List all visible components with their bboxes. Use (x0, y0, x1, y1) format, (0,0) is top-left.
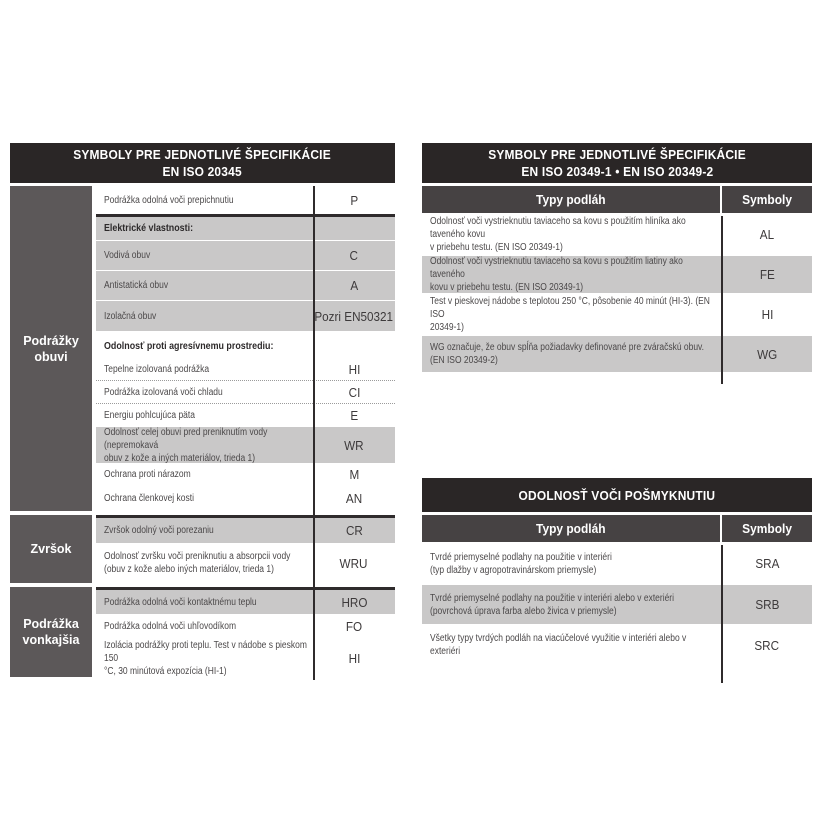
spec-description: Elektrické vlastnosti: (104, 222, 194, 234)
symbol-cell: SRA (754, 556, 780, 571)
spec-row (96, 404, 395, 427)
spec-row (422, 585, 812, 624)
spec-section-row (96, 334, 395, 358)
spec-row (96, 301, 395, 331)
spec-row (422, 216, 812, 253)
spec-row (96, 518, 395, 543)
spec-row (96, 358, 395, 381)
table-specs-en-iso-20349 (422, 143, 812, 375)
table-title (422, 143, 812, 183)
spec-row (96, 486, 395, 511)
table-specs-en-iso-20345 (10, 143, 395, 677)
table-title (10, 143, 395, 183)
column-header-floor-types: Typy podláh (422, 186, 720, 213)
table-title-line1: SYMBOLY PRE JEDNOTLIVÉ ŠPECIFIKÁCIE (488, 147, 746, 162)
symbol-cell: CR (345, 523, 363, 538)
table-slip-resistance (422, 478, 812, 666)
symbol-cell: HI (761, 307, 773, 322)
symbol-cell: SRC (754, 637, 780, 653)
spec-description: Odolnosť voči vystrieknutiu taviaceho sa kovu s použitím liatiny ako taveného kovu v priebehu testu. (EN ISO 20349-1) (430, 256, 683, 293)
symbol-cell: AL (759, 227, 775, 242)
symbol-cell: HRO (340, 594, 367, 610)
spec-description: Energiu pohlcujúca päta (104, 410, 195, 421)
spec-description: Antistatická obuv (104, 280, 169, 291)
symbol-cell (313, 334, 395, 358)
spec-description: Všetky typy tvrdých podláh na viacúčelové využitie v interiéri alebo v exteriéri (430, 633, 687, 657)
spec-description: Podrážka izolovaná voči chladu (104, 386, 223, 398)
row-group-upper (10, 515, 395, 583)
spec-description: Vodivá obuv (104, 250, 151, 261)
symbol-cell: HI (348, 650, 360, 666)
spec-description: Zvršok odolný voči porezaniu (104, 525, 214, 536)
spec-description: Podrážka odolná voči uhľovodíkom (104, 621, 237, 632)
column-header-row (422, 515, 812, 542)
symbol-cell: CI (348, 384, 360, 400)
symbol-cell: FO (345, 619, 363, 634)
spec-description: Ochrana proti nárazom (104, 469, 191, 480)
spec-description: Odolnosť proti agresívnemu prostrediu: (104, 339, 274, 352)
spec-row (96, 639, 395, 677)
row-group-label: Zvršok (10, 515, 92, 583)
spec-description: Ochrana členkovej kosti (104, 493, 194, 504)
column-header-floor-types: Typy podláh (422, 515, 720, 542)
spec-row (96, 543, 395, 583)
symbol-cell: M (349, 467, 359, 482)
spec-row (422, 296, 812, 333)
symbol-cell: A (350, 278, 358, 293)
symbol-cell: P (350, 192, 358, 208)
symbol-cell: E (350, 408, 358, 423)
symbol-cell (313, 217, 395, 240)
spec-description: Odolnosť zvršku voči preniknutiu a absorpcii vody (obuv z kože alebo iných materiálov, trieda 1) (104, 551, 291, 575)
spec-row (422, 256, 812, 293)
spec-description: Tvrdé priemyselné podlahy na použitie v interiéri (typ dlažby v agropotravinárskom priemysle) (430, 551, 612, 576)
spec-row (96, 186, 395, 214)
spec-row (422, 336, 812, 372)
row-group-label: Podrážka vonkajšia (10, 587, 92, 677)
spec-description: Test v pieskovej nádobe s teplotou 250 °C, pôsobenie 40 minút (HI-3). (EN ISO 20349-1) (430, 296, 710, 333)
column-header-row (422, 186, 812, 213)
row-group-label: Podrážky obuvi (10, 186, 92, 511)
spec-section-row (96, 217, 395, 241)
spec-row (96, 241, 395, 271)
spec-row (422, 627, 812, 663)
spec-description: Odolnosť celej obuvi pred preniknutím vody (nepremokavá obuv z kože a iných materiálov, trieda 1) (104, 427, 268, 463)
symbol-cell: SRB (754, 597, 780, 612)
spec-description: Tepelne izolovaná podrážka (104, 363, 210, 375)
spec-description: Podrážka odolná voči kontaktnému teplu (104, 596, 257, 608)
spec-description: WG označuje, že obuv spĺňa požiadavky definované pre zváračskú obuv. (EN ISO 20349-2) (430, 342, 705, 366)
symbol-cell: WRU (340, 555, 368, 571)
table-title-line2: EN ISO 20345 (162, 164, 243, 179)
table-title-line1: SYMBOLY PRE JEDNOTLIVÉ ŠPECIFIKÁCIE (73, 147, 332, 162)
row-group-soles (10, 186, 395, 511)
column-divider (721, 545, 723, 683)
symbol-cell: WR (344, 437, 364, 453)
spec-row (96, 381, 395, 404)
symbol-cell: C (349, 248, 359, 263)
table-title-line1: ODOLNOSŤ VOČI POŠMYKNUTIU (518, 487, 716, 503)
spec-row (96, 427, 395, 463)
column-header-symbols: Symboly (722, 186, 812, 213)
symbol-cell: HI (348, 361, 360, 377)
column-header-symbols: Symboly (722, 515, 812, 542)
spec-description: Tvrdé priemyselné podlahy na použitie v interiéri alebo v exteriéri (povrchová úprava farba alebo živica v priemysle) (430, 592, 675, 617)
symbol-cell: FE (759, 267, 775, 282)
spec-description: Izolačná obuv (104, 310, 157, 322)
table-title (422, 478, 812, 512)
spec-row (96, 614, 395, 639)
symbol-cell: AN (345, 491, 363, 506)
spec-description: Izolácia podrážky proti teplu. Test v nádobe s pieskom 150 °C, 30 minútová expozícia (HI-1) (104, 639, 307, 677)
table-title-line2: EN ISO 20349-1 • EN ISO 20349-2 (520, 164, 714, 179)
spec-row (96, 271, 395, 301)
symbol-cell: WG (756, 346, 778, 362)
spec-description: Odolnosť voči vystrieknutiu taviaceho sa kovu s použitím hliníka ako taveného kovu v priebehu testu. (EN ISO 20349-1) (430, 216, 686, 253)
column-divider (313, 186, 315, 680)
column-divider (721, 216, 723, 384)
spec-row (96, 463, 395, 486)
spec-row (422, 545, 812, 582)
spec-row (96, 590, 395, 614)
spec-description: Podrážka odolná voči prepichnutiu (104, 194, 234, 206)
row-group-outsole (10, 587, 395, 677)
symbol-cell: Pozri EN50321 (314, 308, 394, 324)
